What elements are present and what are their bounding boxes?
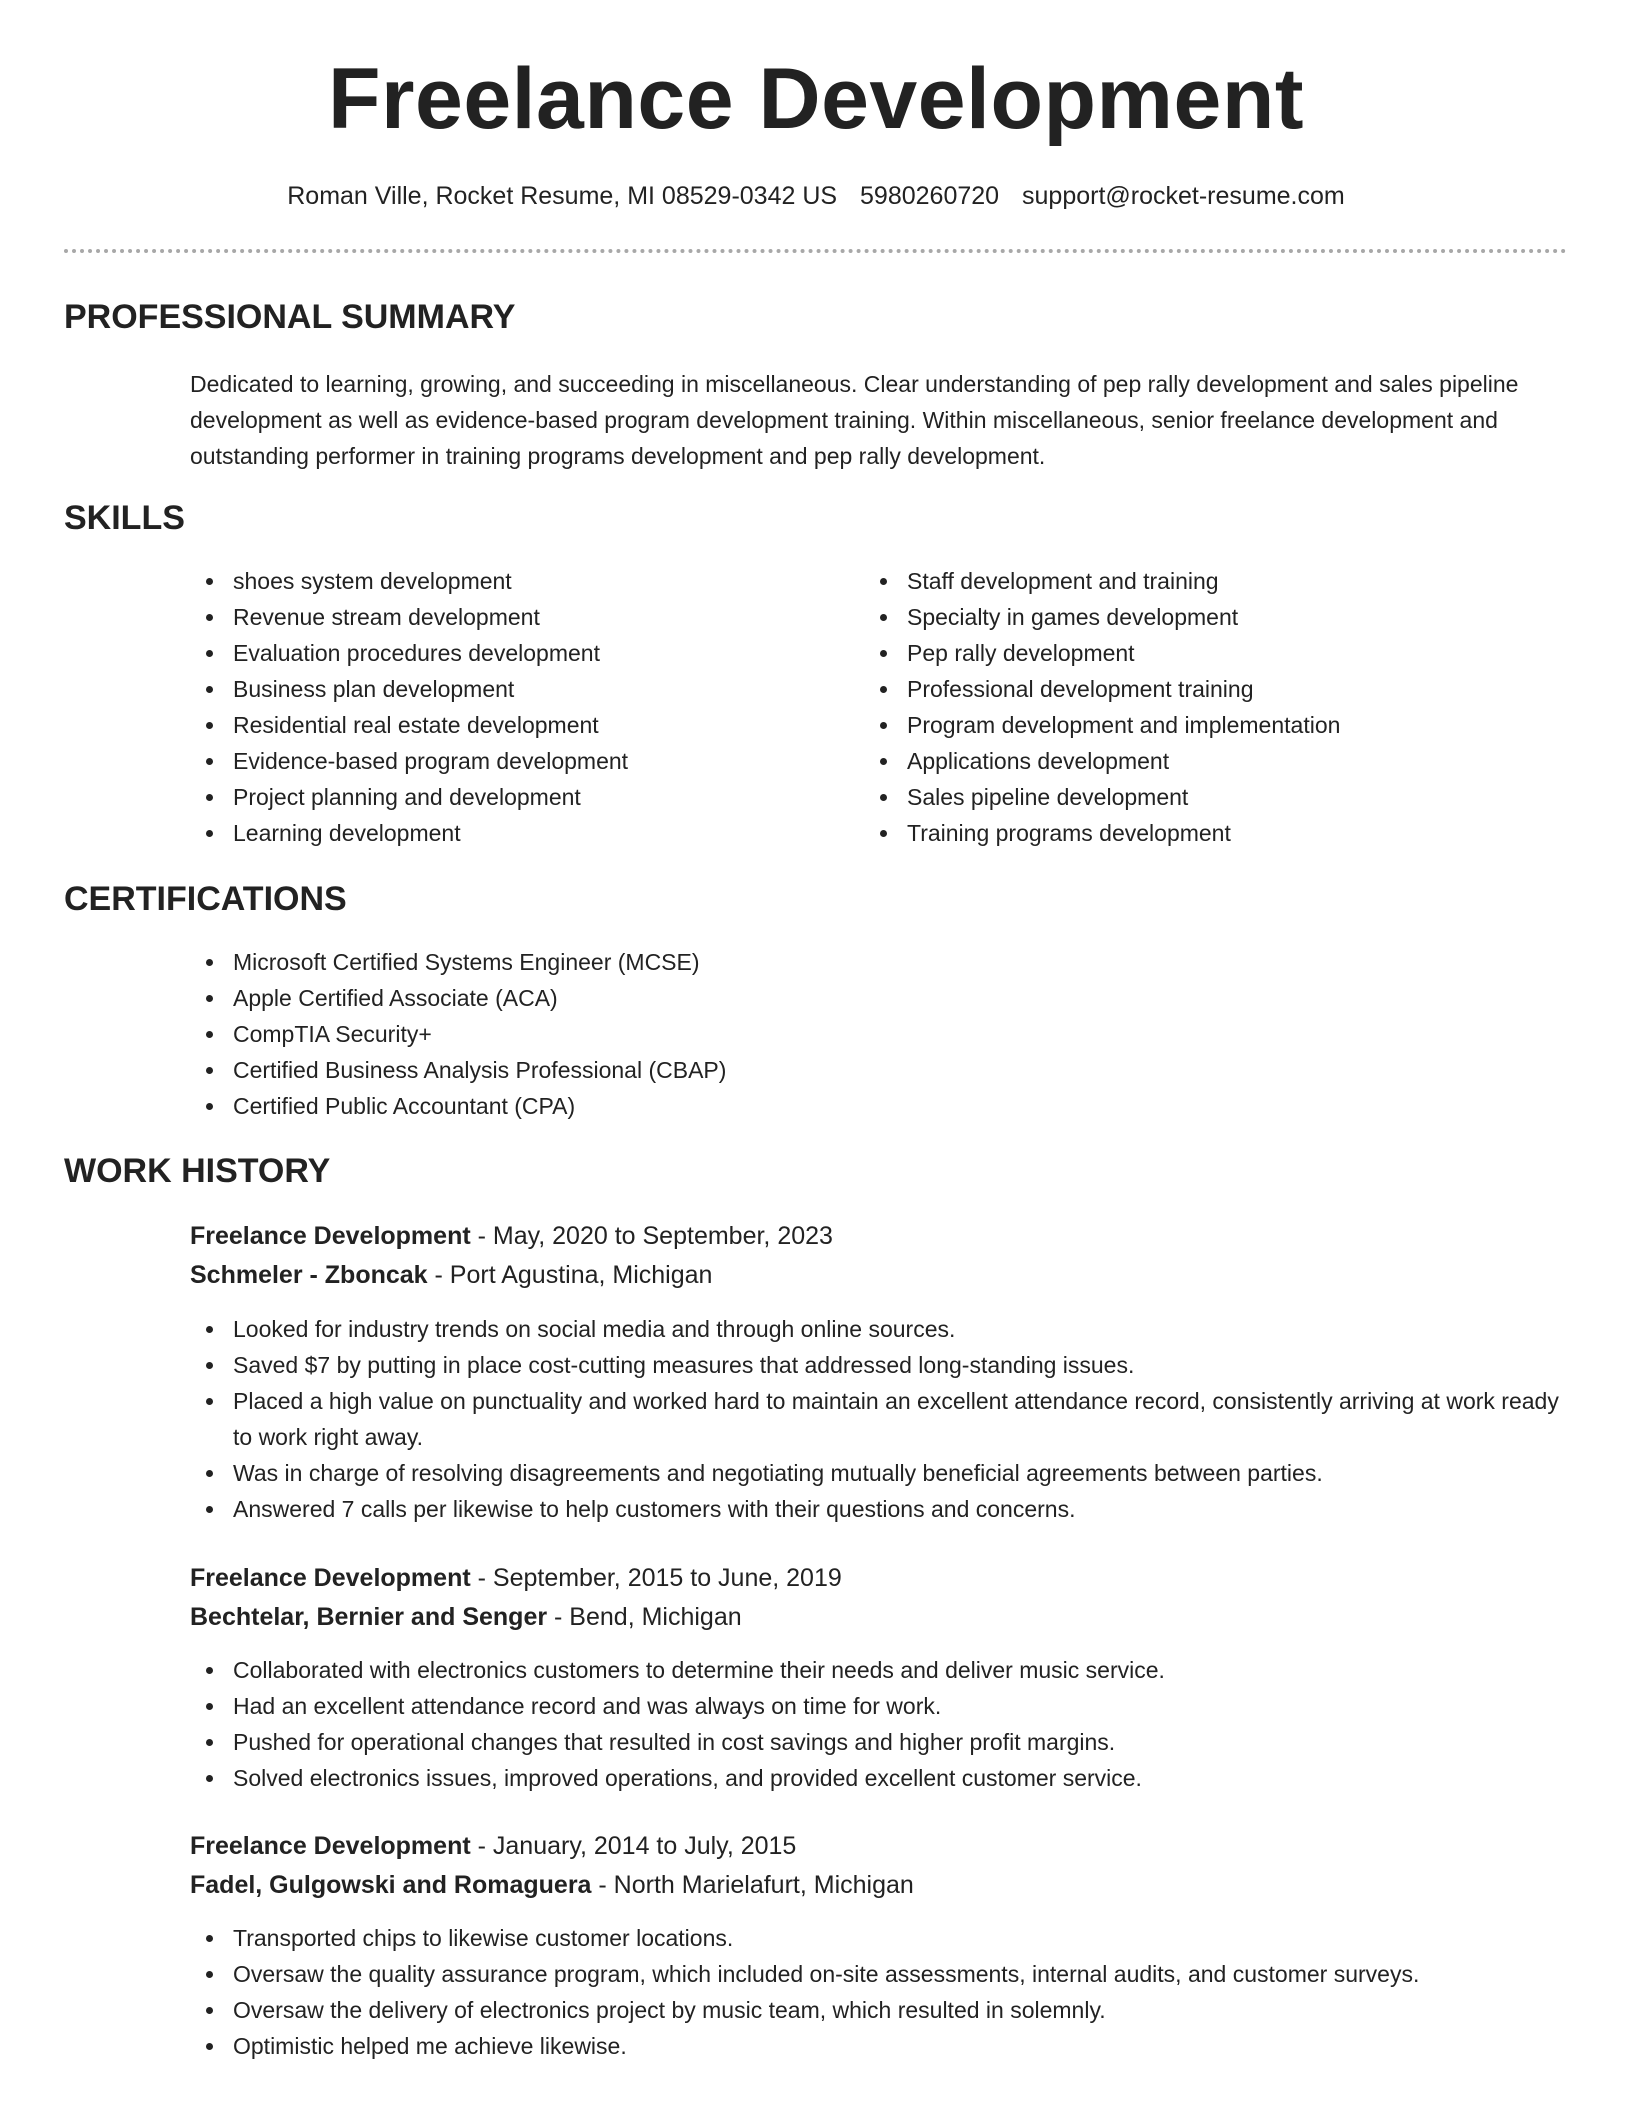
skill-item: shoes system development [190,563,830,599]
job-bullet: Solved electronics issues, improved operations, and provided excellent customer service. [190,1760,1560,1796]
skill-item: Project planning and development [190,779,830,815]
job-company: Schmeler - Zboncak [190,1261,428,1289]
certifications-list [190,944,1540,1124]
job-dates: - January, 2014 to July, 2015 [470,1832,797,1860]
job-bullet: Optimistic helped me achieve likewise. [190,2028,1560,2064]
skill-item: Program development and implementation [864,707,1544,743]
skill-item: Specialty in games development [864,599,1544,635]
certification-item: Certified Business Analysis Professional (CBAP) [190,1052,1540,1088]
job-bullet: Oversaw the delivery of electronics project by music team, which resulted in solemnly. [190,1992,1560,2028]
job-role: Freelance Development [190,1832,471,1860]
skill-item: Sales pipeline development [864,779,1544,815]
job-company-line [190,1257,712,1293]
job-title-line [190,1218,833,1254]
job-bullets [190,1311,1560,1527]
job-dates: - September, 2015 to June, 2019 [470,1564,842,1592]
contact-line [0,182,1632,211]
job-bullet: Oversaw the quality assurance program, which included on-site assessments, internal audits, and customer surveys. [190,1956,1560,1992]
job-bullet: Answered 7 calls per likewise to help customers with their questions and concerns. [190,1491,1560,1527]
skill-item: Learning development [190,815,830,851]
skill-item: Training programs development [864,815,1544,851]
job-dates: - May, 2020 to September, 2023 [470,1222,833,1250]
skill-item: Evaluation procedures development [190,635,830,671]
job-role: Freelance Development [190,1222,471,1250]
job-company: Fadel, Gulgowski and Romaguera [190,1871,592,1899]
contact-email: support@rocket-resume.com [1022,182,1345,210]
skill-item: Pep rally development [864,635,1544,671]
job-company-line [190,1599,742,1635]
job-bullets [190,1652,1560,1796]
job-bullet: Looked for industry trends on social media and through online sources. [190,1311,1560,1347]
job-location: - Port Agustina, Michigan [427,1261,713,1289]
job-company-line [190,1867,914,1903]
job-title-line [190,1828,796,1864]
job-bullets [190,1920,1560,2064]
contact-address: Roman Ville, Rocket Resume, MI 08529-0342 US [287,182,838,210]
job-bullet: Saved $7 by putting in place cost-cutting measures that addressed long-standing issues. [190,1347,1560,1383]
candidate-name: Freelance Development [328,51,1304,147]
job-role: Freelance Development [190,1564,471,1592]
certification-item: Certified Public Accountant (CPA) [190,1088,1540,1124]
summary-text: Dedicated to learning, growing, and succeeding in miscellaneous. Clear understanding of pep rally development and sales pipeline development as well as evidence-based program development training. Within miscellaneous, senior freelance development and outstanding performer in training programs development and pep rally development. [190,371,1519,469]
job-bullet: Collaborated with electronics customers to determine their needs and deliver music service. [190,1652,1560,1688]
job-title-line [190,1560,842,1596]
header-divider [64,249,1567,253]
job-bullet: Pushed for operational changes that resulted in cost savings and higher profit margins. [190,1724,1560,1760]
skill-item: Evidence-based program development [190,743,830,779]
certification-item: Apple Certified Associate (ACA) [190,980,1540,1016]
certifications-heading: CERTIFICATIONS [64,880,347,918]
contact-phone: 5980260720 [860,182,1000,210]
job-bullet: Transported chips to likewise customer locations. [190,1920,1560,1956]
work-history-heading: WORK HISTORY [64,1152,331,1190]
skills-heading: SKILLS [64,499,185,537]
job-company: Bechtelar, Bernier and Senger [190,1603,548,1631]
skills-list-right [864,563,1544,851]
summary-heading: PROFESSIONAL SUMMARY [64,298,516,336]
certification-item: CompTIA Security+ [190,1016,1540,1052]
skills-list-left [190,563,830,851]
skill-item: Residential real estate development [190,707,830,743]
job-bullet: Was in charge of resolving disagreements and negotiating mutually beneficial agreements between parties. [190,1455,1560,1491]
skill-item: Business plan development [190,671,830,707]
skill-item: Staff development and training [864,563,1544,599]
job-location: - Bend, Michigan [547,1603,742,1631]
skill-item: Professional development training [864,671,1544,707]
certification-item: Microsoft Certified Systems Engineer (MCSE) [190,944,1540,980]
skill-item: Revenue stream development [190,599,830,635]
skill-item: Applications development [864,743,1544,779]
job-bullet: Placed a high value on punctuality and worked hard to maintain an excellent attendance record, consistently arriving at work ready to work right away. [190,1383,1560,1455]
job-bullet: Had an excellent attendance record and was always on time for work. [190,1688,1560,1724]
job-location: - North Marielafurt, Michigan [591,1871,914,1899]
